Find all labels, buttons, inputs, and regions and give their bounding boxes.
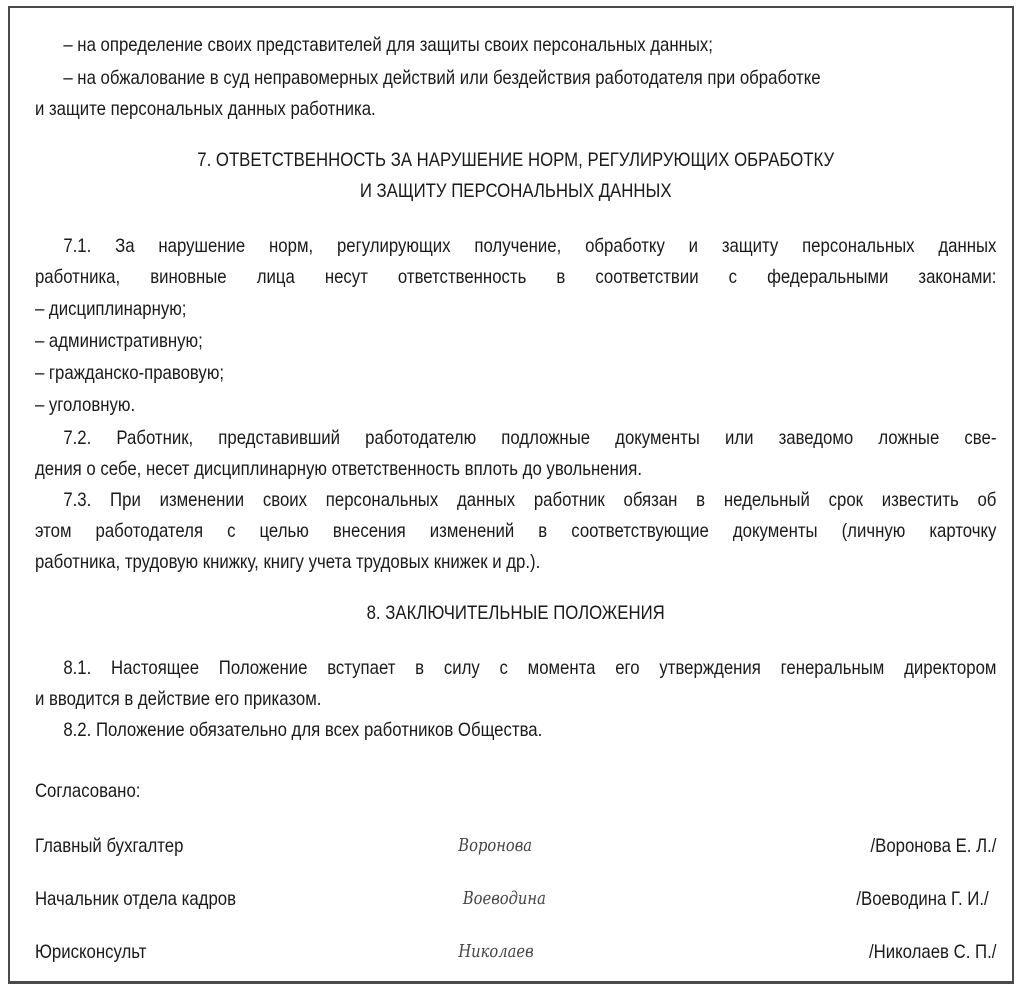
liability-item-3: – гражданско-правовую; [34,362,225,384]
para-7-3-line-2: этом работодателя с целью внесения изменений в соответствующие документы (личную карточку [34,520,997,542]
para-8-1-line-2: и вводится в действие его приказом. [34,688,322,710]
para-7-3-line-1: 7.3. При изменении своих персональных данных работник обязан в недельный срок известить об [63,489,997,511]
intro-item-2-cont: и защите персональных данных работника. [34,98,376,120]
section-7-heading-line-1: 7. ОТВЕТСТВЕННОСТЬ ЗА НАРУШЕНИЕ НОРМ, РЕГУЛИРУЮЩИХ ОБРАБОТКУ [197,149,835,171]
section-8-heading: 8. ЗАКЛЮЧИТЕЛЬНЫЕ ПОЛОЖЕНИЯ [366,602,665,624]
signature-handwritten: Воеводина [462,888,546,909]
signature-handwritten: Воронова [458,835,533,856]
liability-item-1: – дисциплинарную; [34,298,187,320]
signature-handwritten: Николаев [458,941,534,962]
para-7-1-line-2: работника, виновные лица несут ответственность в соответствии с федеральными законами: [34,266,997,288]
para-7-2-line-1: 7.2. Работник, представивший работодателю подложные документы или заведомо ложные све- [63,427,997,449]
para-7-2-line-2: дения о себе, несет дисциплинарную ответственность вплоть до увольнения. [34,458,642,480]
intro-item-2: – на обжалование в суд неправомерных действий или бездействия работодателя при обработке [63,67,821,89]
para-8-1-line-1: 8.1. Настоящее Положение вступает в силу с момента его утверждения генеральным директором [63,657,997,679]
para-7-1-line-1: 7.1. За нарушение норм, регулирующих получение, обработку и защиту персональных данных [63,235,997,257]
signatory-role: Главный бухгалтер [34,835,184,857]
intro-item-1: – на определение своих представителей для защиты своих персональных данных; [63,34,713,56]
section-7-heading-line-2: И ЗАЩИТУ ПЕРСОНАЛЬНЫХ ДАННЫХ [359,180,672,202]
document-frame [8,6,1014,984]
signatory-name: /Воронова Е. Л./ [870,835,997,857]
approval-label: Согласовано: [34,780,141,802]
liability-item-2: – административную; [34,330,203,352]
signatory-name: /Воеводина Г. И./ [856,888,989,910]
para-8-2: 8.2. Положение обязательно для всех работников Общества. [63,719,543,741]
signatory-role: Юрисконсульт [34,941,147,963]
liability-item-4: – уголовную. [34,394,136,416]
signatory-role: Начальник отдела кадров [34,888,237,910]
signatory-name: /Николаев С. П./ [868,941,997,963]
para-7-3-line-3: работника, трудовую книжку, книгу учета трудовых книжек и др.). [34,551,541,573]
